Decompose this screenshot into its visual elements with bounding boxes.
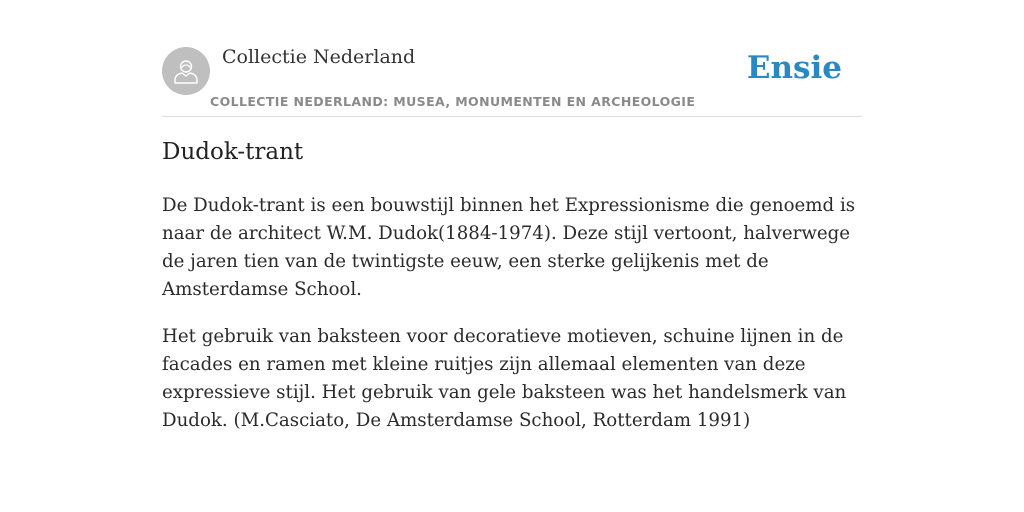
brand-logo[interactable]: Ensie [746, 50, 842, 86]
header [162, 44, 862, 117]
author-name[interactable]: Collectie Nederland [222, 46, 416, 68]
article-body [162, 192, 862, 454]
paragraph: De Dudok-trant is een bouwstijl binnen het Expressionisme die genoemd is naar de architect W.M. Dudok(1884-1974). Deze stijl vertoont, halverwege de jaren tien van de twintigste eeuw, een sterke gelijkenis met de Amsterdamse School. [162, 195, 856, 300]
source-label[interactable]: COLLECTIE NEDERLAND: MUSEA, MONUMENTEN EN ARCHEOLOGIE [210, 94, 696, 109]
user-icon [171, 56, 201, 86]
paragraph: Het gebruik van baksteen voor decoratieve motieven, schuine lijnen in de facades en ramen met kleine ruitjes zijn allemaal elementen van deze expressieve stijl. Het gebruik van gele baksteen was het handelsmerk van Dudok. (M.Casciato, De Amsterdamse School, Rotterdam 1991) [162, 326, 847, 431]
avatar[interactable] [162, 47, 210, 95]
page-title: Dudok-trant [162, 139, 304, 165]
